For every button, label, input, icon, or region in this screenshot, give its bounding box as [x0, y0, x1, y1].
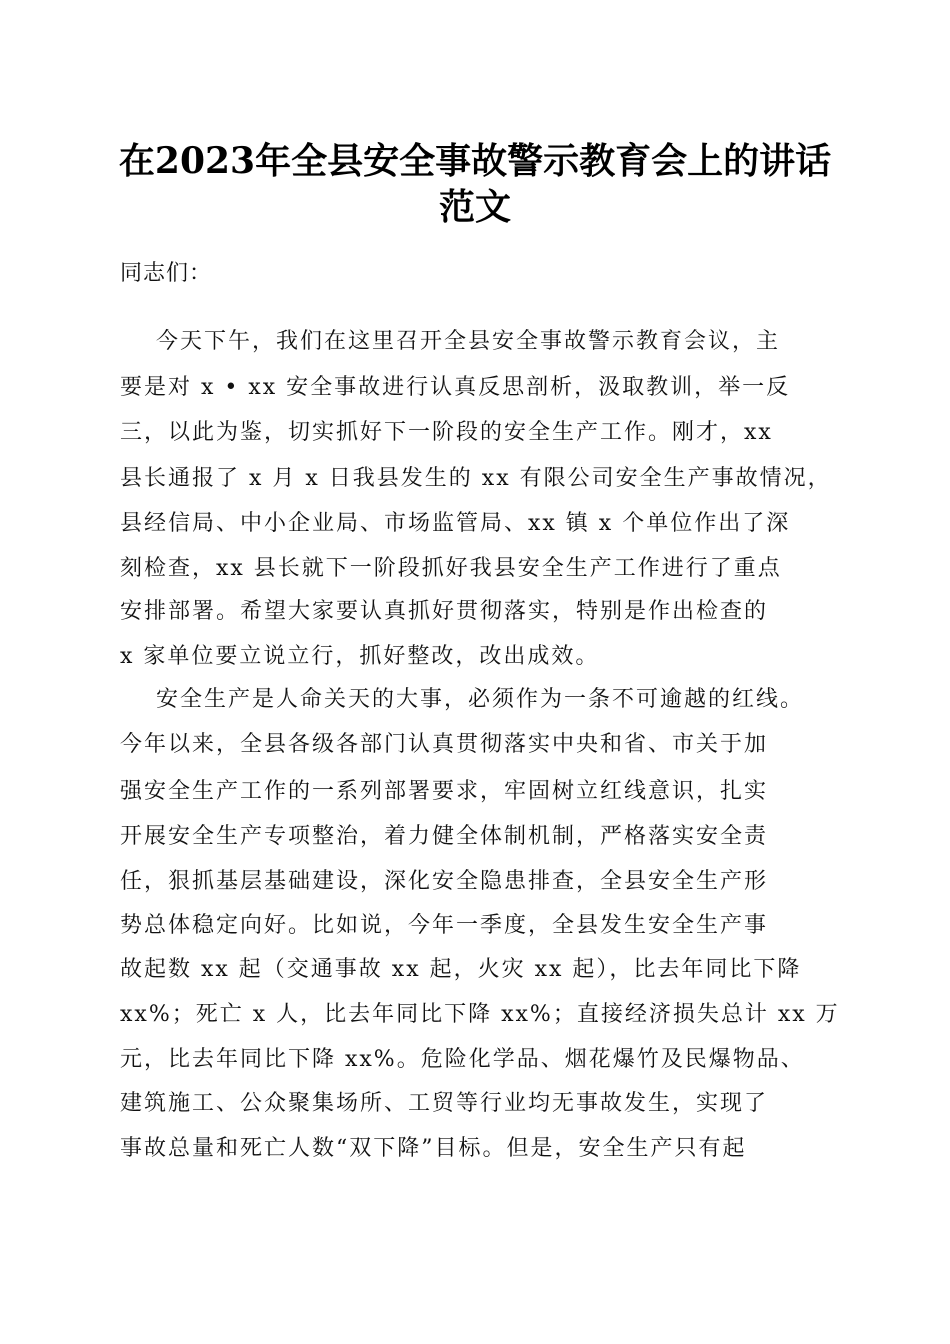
paragraph-1-line: 刻检查，xx 县长就下一阶段抓好我县安全生产工作进行了重点 — [120, 556, 782, 581]
paragraph-2-line: 建筑施工、公众聚集场所、工贸等行业均无事故发生，实现了 — [120, 1091, 769, 1116]
paragraph-1-line: 县经信局、中小企业局、市场监管局、xx 镇 x 个单位作出了深 — [120, 511, 791, 536]
paragraph-2-line: 故起数 xx 起（交通事故 xx 起，火灾 xx 起），比去年同比下降 — [120, 957, 802, 982]
paragraph-2-line: 事故总量和死亡人数“双下降”目标。但是，安全生产只有起 — [120, 1136, 747, 1161]
paragraph-1-line: 今天下午，我们在这里召开全县安全事故警示教育会议，主 — [156, 329, 781, 354]
paragraph-2-line: 今年以来，全县各级各部门认真贯彻落实中央和省、市关于加 — [120, 732, 769, 757]
salutation: 同志们： — [120, 261, 213, 286]
paragraph-1-line: 安排部署。希望大家要认真抓好贯彻落实，特别是作出检查的 — [120, 599, 769, 624]
paragraph-2-line: 任，狠抓基层基础建设，深化安全隐患排查，全县安全生产形 — [120, 869, 769, 894]
paragraph-2-line: 开展安全生产专项整治，着力健全体制机制，严格落实安全责 — [120, 824, 769, 849]
paragraph-2-line: xx%；死亡 x 人，比去年同比下降 xx%；直接经济损失总计 xx 万 — [120, 1002, 840, 1027]
paragraph-1-line: x 家单位要立说立行，抓好整改，改出成效。 — [120, 644, 600, 669]
paragraph-1-line: 要是对 x • xx 安全事故进行认真反思剖析，汲取教训，举一反 — [120, 375, 791, 400]
paragraph-2-line: 强安全生产工作的一系列部署要求，牢固树立红线意识，扎实 — [120, 779, 769, 804]
paragraph-1-line: 县长通报了 x 月 x 日我县发生的 xx 有限公司安全生产事故情况， — [120, 466, 832, 491]
paragraph-1-line: 三，以此为鉴，切实抓好下一阶段的安全生产工作。刚才，xx — [120, 420, 773, 445]
document-title-line-2: 范文 — [438, 186, 511, 228]
paragraph-2-line: 元，比去年同比下降 xx%。危险化学品、烟花爆竹及民爆物品、 — [120, 1047, 805, 1072]
document-title-line-1: 在2023年全县安全事故警示教育会上的讲话 — [118, 140, 832, 182]
paragraph-2-line: 势总体稳定向好。比如说，今年一季度，全县发生安全生产事 — [120, 913, 769, 938]
paragraph-2-line: 安全生产是人命关天的大事，必须作为一条不可逾越的红线。 — [156, 687, 805, 712]
